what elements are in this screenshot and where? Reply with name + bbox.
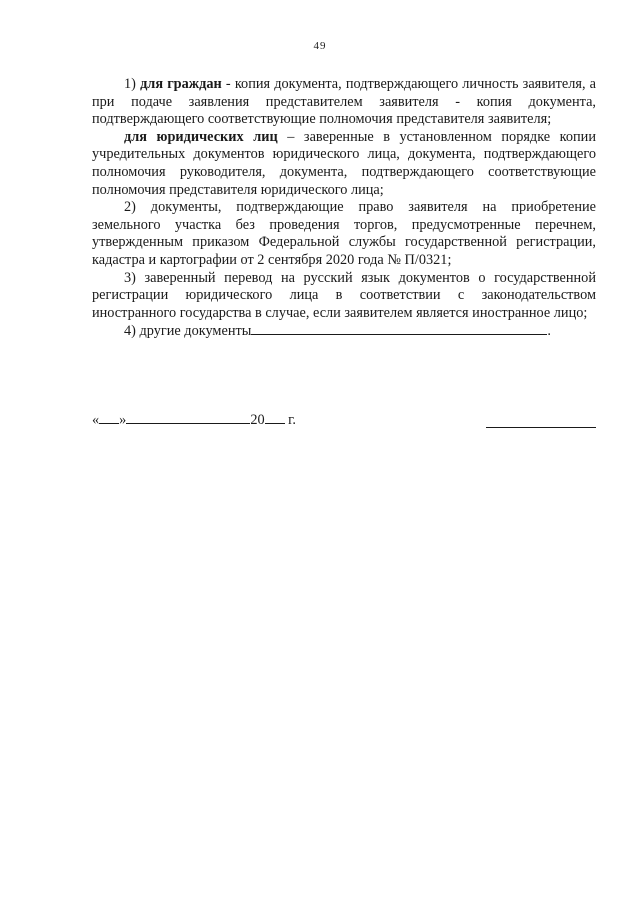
- item-2: 2) документы, подтверждающие право заявителя на приобретение земельного участка без проведения торгов, предусмотренные перечнем, утвержденным приказом Федеральной службы государственной регистрации, кадастра и картографии от 2 сентября 2020 года № П/0321;: [92, 199, 596, 268]
- month-blank-line: [126, 411, 250, 424]
- open-quote: «: [92, 412, 100, 428]
- item-1-text: - копия документа, подтверждающего личность заявителя, а при подаче заявления представителем заявителя - копия документа, подтверждающего соответствующие полномочия представителя заявителя;: [92, 76, 597, 128]
- year-prefix: 20: [250, 412, 265, 428]
- page-number: 49: [313, 40, 327, 52]
- other-documents-blank-line: [251, 322, 547, 335]
- legal-entities-bold-label: для юридических лиц: [124, 128, 278, 145]
- item-4-label: 4) другие документы: [124, 323, 252, 340]
- year-blank-line: [265, 411, 285, 424]
- close-quote: »: [119, 412, 127, 428]
- document-body: [92, 76, 596, 341]
- legal-entities-text: – заверенные в установленном порядке копии учредительных документов юридического лица, документа, подтверждающего полномочия руководителя, документа, подтверждающего соответствующие полномочия представителя юридического лица;: [92, 128, 596, 198]
- day-blank-line: [99, 411, 119, 424]
- item-4: [92, 322, 596, 341]
- item-4-end: .: [547, 323, 551, 340]
- item-1-bold-label: для граждан: [140, 76, 222, 92]
- year-suffix: г.: [284, 412, 297, 428]
- item-1-legal-entities: [92, 129, 596, 199]
- item-1-number: 1): [124, 76, 141, 92]
- item-1-citizens: [92, 76, 596, 129]
- signature-blank-line: [486, 427, 596, 428]
- item-3: 3) заверенный перевод на русский язык документов о государственной регистрации юридического лица в соответствии с законодательством иностранного государства в случае, если заявителем является иностранное лицо;: [92, 269, 596, 321]
- date-signature-row: [92, 411, 596, 431]
